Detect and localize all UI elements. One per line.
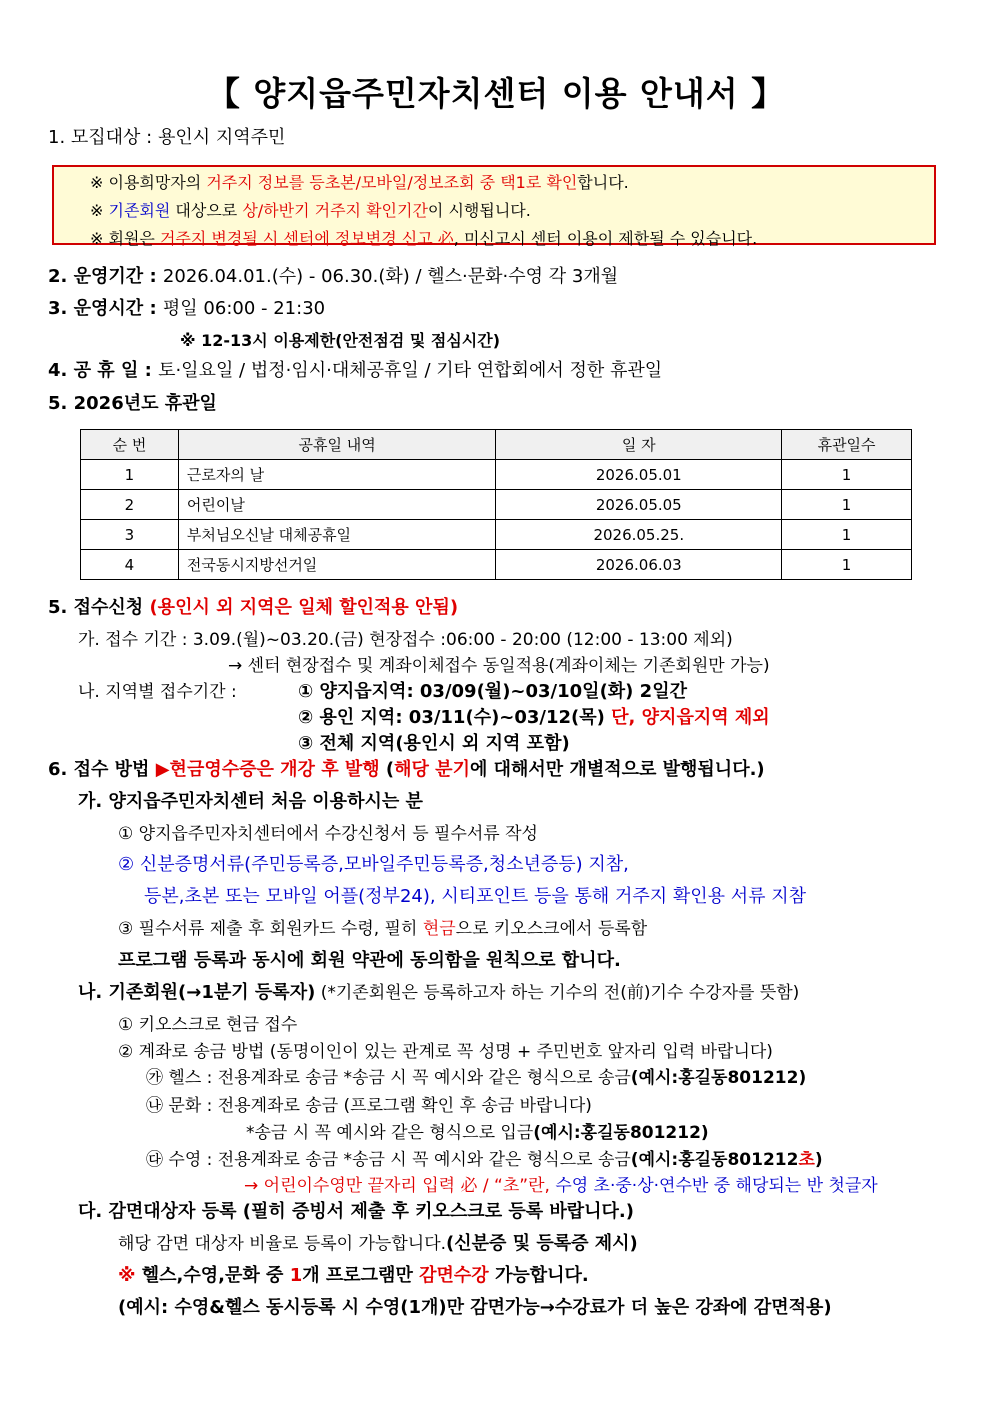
receipt-note: ▶현금영수증은 개강 후 발행 (155, 759, 380, 780)
existing-member-note: (*기존회원은 등록하고자 하는 기수의 전(前)기수 수강자를 뜻함) (315, 983, 800, 1003)
notice-text: ※ 회원은 (90, 229, 160, 248)
new-member-step-3 (118, 917, 647, 941)
section-4 (48, 359, 662, 383)
step-3-cash: 현금 (422, 919, 456, 939)
notice-text: ※ (90, 201, 109, 220)
section-2 (48, 265, 618, 289)
new-member-step-2: ② 신분증명서류(주민등록증,모바일주민등록증,청소년증등) 지참, (118, 854, 629, 875)
transfer-swim-example: ) (814, 1150, 823, 1170)
section-3-label: 3. 운영시간 : (48, 298, 163, 319)
cell-days: 1 (782, 520, 912, 550)
holiday-table (80, 429, 912, 580)
cell-name: 전국동시지방선거일 (178, 550, 496, 580)
transfer-health-example: (예시:홍길동801212) (630, 1068, 807, 1088)
transfer-culture-note (246, 1121, 709, 1145)
apply-region-3: ③ 전체 지역(용인시 외 지역 포함) (298, 733, 570, 754)
cell-no: 1 (81, 460, 179, 490)
existing-member-step-1: ① 키오스크로 현금 접수 (118, 1015, 298, 1035)
apply-region-1: ① 양지읍지역: 03/09(월)~03/10일(화) 2일간 (298, 681, 687, 702)
col-header-days: 휴관일수 (782, 430, 912, 460)
cell-days: 1 (782, 460, 912, 490)
notice-text: 대상으로 (170, 201, 243, 220)
section-5b-warning: (용인시 외 지역은 일체 할인적용 안됨) (149, 597, 459, 618)
reduction-line-2 (118, 1264, 589, 1288)
section-3 (48, 297, 325, 321)
section-6-text: ( (379, 759, 395, 780)
table-row (81, 550, 912, 580)
cell-date: 2026.06.03 (496, 550, 782, 580)
new-member-heading: 가. 양지읍주민자치센터 처음 이용하시는 분 (78, 791, 423, 812)
transfer-culture-note-text: *송금 시 꼭 예시와 같은 형식으로 입금 (246, 1123, 534, 1143)
transfer-swim-text: ㉰ 수영 : 전용계좌로 송금 *송금 시 꼭 예시와 같은 형식으로 송금 (146, 1150, 631, 1170)
cell-name: 어린이날 (178, 490, 496, 520)
notice-line-2 (90, 198, 531, 221)
new-member-step-2b: 등본,초본 또는 모바일 어플(정부24), 시티포인트 등을 통해 거주지 확인용 서류 지참 (144, 886, 807, 907)
transfer-culture-example: (예시:홍길동801212) (533, 1123, 709, 1143)
col-header-no: 순 번 (81, 430, 179, 460)
notice-line-1 (90, 170, 629, 193)
apply-region-2-text: ② 용인 지역: 03/11(수)~03/12(목) (298, 707, 612, 728)
table-row (81, 490, 912, 520)
section-2-value: 2026.04.01.(수) - 06.30.(화) / 헬스·문화·수영 각 3개월 (162, 266, 619, 287)
cell-name: 부처님오신날 대체공휴일 (178, 520, 496, 550)
cell-date: 2026.05.25. (496, 520, 782, 550)
section-6-heading (48, 758, 765, 782)
notice-text: ※ 이용희망자의 (90, 173, 207, 192)
section-6-text: 에 대해서만 개별적으로 발행됩니다.) (469, 759, 765, 780)
reduction-mark: ※ (118, 1265, 142, 1286)
transfer-swim-example-suffix: 초 (798, 1150, 815, 1170)
section-3-value: 평일 06:00 - 21:30 (162, 298, 326, 319)
section-1 (48, 126, 285, 150)
reduction-line-1 (118, 1232, 638, 1256)
reduction-heading: 다. 감면대상자 등록 (필히 증빙서 제출 후 키오스크로 등록 바랍니다.) (78, 1201, 635, 1222)
notice-highlight: 거주지 변경될 시 센터에 정보변경 신고 必 (159, 229, 454, 248)
reduction-count: 1 (289, 1265, 303, 1286)
transfer-health (146, 1066, 806, 1090)
section-5b-heading (48, 596, 458, 620)
transfer-swim-example: (예시:홍길동801212 (630, 1150, 799, 1170)
apply-period: 가. 접수 기간 : 3.09.(월)~03.20.(금) 현장접수 :06:00 - 20:00 (12:00 - 13:00 제외) (78, 630, 733, 650)
notice-text: 이 시행됩니다. (427, 201, 531, 220)
section-4-label: 4. 공 휴 일 : (48, 360, 159, 381)
transfer-swim (146, 1148, 823, 1172)
cell-date: 2026.05.01 (496, 460, 782, 490)
section-3-note: ※ 12-13시 이용제한(안전점검 및 점심시간) (180, 331, 501, 350)
reduction-highlight: 감면수강 (419, 1265, 489, 1286)
reduction-id-note: (신분증 및 등록증 제시) (446, 1233, 638, 1254)
table-row (81, 460, 912, 490)
apply-region-label: 나. 지역별 접수기간 : (78, 682, 237, 702)
reduction-text: 개 프로그램만 (302, 1265, 420, 1286)
notice-highlight: 기존회원 (108, 201, 171, 220)
cell-date: 2026.05.05 (496, 490, 782, 520)
notice-highlight: 거주지 정보를 등초본/모바일/정보조회 중 택1로 확인 (206, 173, 578, 192)
cell-no: 2 (81, 490, 179, 520)
transfer-culture: ㉯ 문화 : 전용계좌로 송금 (프로그램 확인 후 송금 바랍니다) (146, 1096, 592, 1116)
table-row (81, 520, 912, 550)
section-5b-label: 5. 접수신청 (48, 597, 150, 618)
reduction-text: 헬스,수영,문화 중 (141, 1265, 290, 1286)
section-1-value: 용인시 지역주민 (157, 127, 286, 148)
terms-agreement: 프로그램 등록과 동시에 회원 약관에 동의함을 원칙으로 합니다. (118, 950, 621, 971)
cell-name: 근로자의 날 (178, 460, 496, 490)
cell-no: 3 (81, 520, 179, 550)
reduction-text: 가능합니다. (488, 1265, 589, 1286)
new-member-step-1: ① 양지읍주민자치센터에서 수강신청서 등 필수서류 작성 (118, 824, 538, 844)
notice-line-3 (90, 226, 757, 249)
receipt-quarter: 해당 분기 (394, 759, 470, 780)
transfer-swim-note (244, 1174, 878, 1198)
reduction-text: 해당 감면 대상자 비율로 등록이 가능합니다. (118, 1234, 447, 1254)
existing-member-heading (78, 981, 799, 1005)
section-6-label: 6. 접수 방법 (48, 759, 156, 780)
notice-text: , 미신고시 센터 이용이 제한될 수 있습니다. (453, 229, 758, 248)
reduction-example: (예시: 수영&헬스 동시등록 시 수영(1개)만 감면가능→수강료가 더 높은 강좌에 감면적용) (118, 1297, 832, 1318)
section-5-heading: 5. 2026년도 휴관일 (48, 393, 217, 414)
cell-days: 1 (782, 550, 912, 580)
notice-highlight: 상/하반기 거주지 확인기간 (242, 201, 428, 220)
col-header-date: 일 자 (496, 430, 782, 460)
transfer-swim-note-blue: 수영 초·중·상·연수반 중 해당되는 반 첫글자 (555, 1176, 878, 1196)
apply-period-note: → 센터 현장접수 및 계좌이체접수 동일적용(계좌이체는 기존회원만 가능) (228, 656, 770, 676)
col-header-name: 공휴일 내역 (178, 430, 496, 460)
notice-box (52, 165, 936, 248)
existing-member-step-2: ② 계좌로 송금 방법 (동명이인이 있는 관계로 꼭 성명 + 주민번호 앞자리 입력 바랍니다) (118, 1042, 773, 1062)
section-1-label: 1. 모집대상 : (48, 127, 158, 148)
step-3-text: ③ 필수서류 제출 후 회원카드 수령, 필히 (118, 919, 423, 939)
transfer-swim-note-red: → 어린이수영만 끝자리 입력 必 / “초”란, (244, 1176, 556, 1196)
apply-region-2 (298, 706, 770, 730)
apply-region-2-exception: 단, 양지읍지역 제외 (611, 707, 770, 728)
page-title: 【 양지읍주민자치센터 이용 안내서 】 (206, 74, 786, 113)
table-header-row (81, 430, 912, 460)
section-4-value: 토·일요일 / 법정·임시·대체공휴일 / 기타 연합회에서 정한 휴관일 (158, 360, 663, 381)
notice-text: 합니다. (577, 173, 629, 192)
section-2-label: 2. 운영기간 : (48, 266, 163, 287)
existing-member-label: 나. 기존회원(→1분기 등록자) (78, 982, 316, 1003)
step-3-text: 으로 키오스크에서 등록함 (455, 919, 648, 939)
transfer-health-text: ㉮ 헬스 : 전용계좌로 송금 *송금 시 꼭 예시와 같은 형식으로 송금 (146, 1068, 631, 1088)
cell-no: 4 (81, 550, 179, 580)
cell-days: 1 (782, 490, 912, 520)
